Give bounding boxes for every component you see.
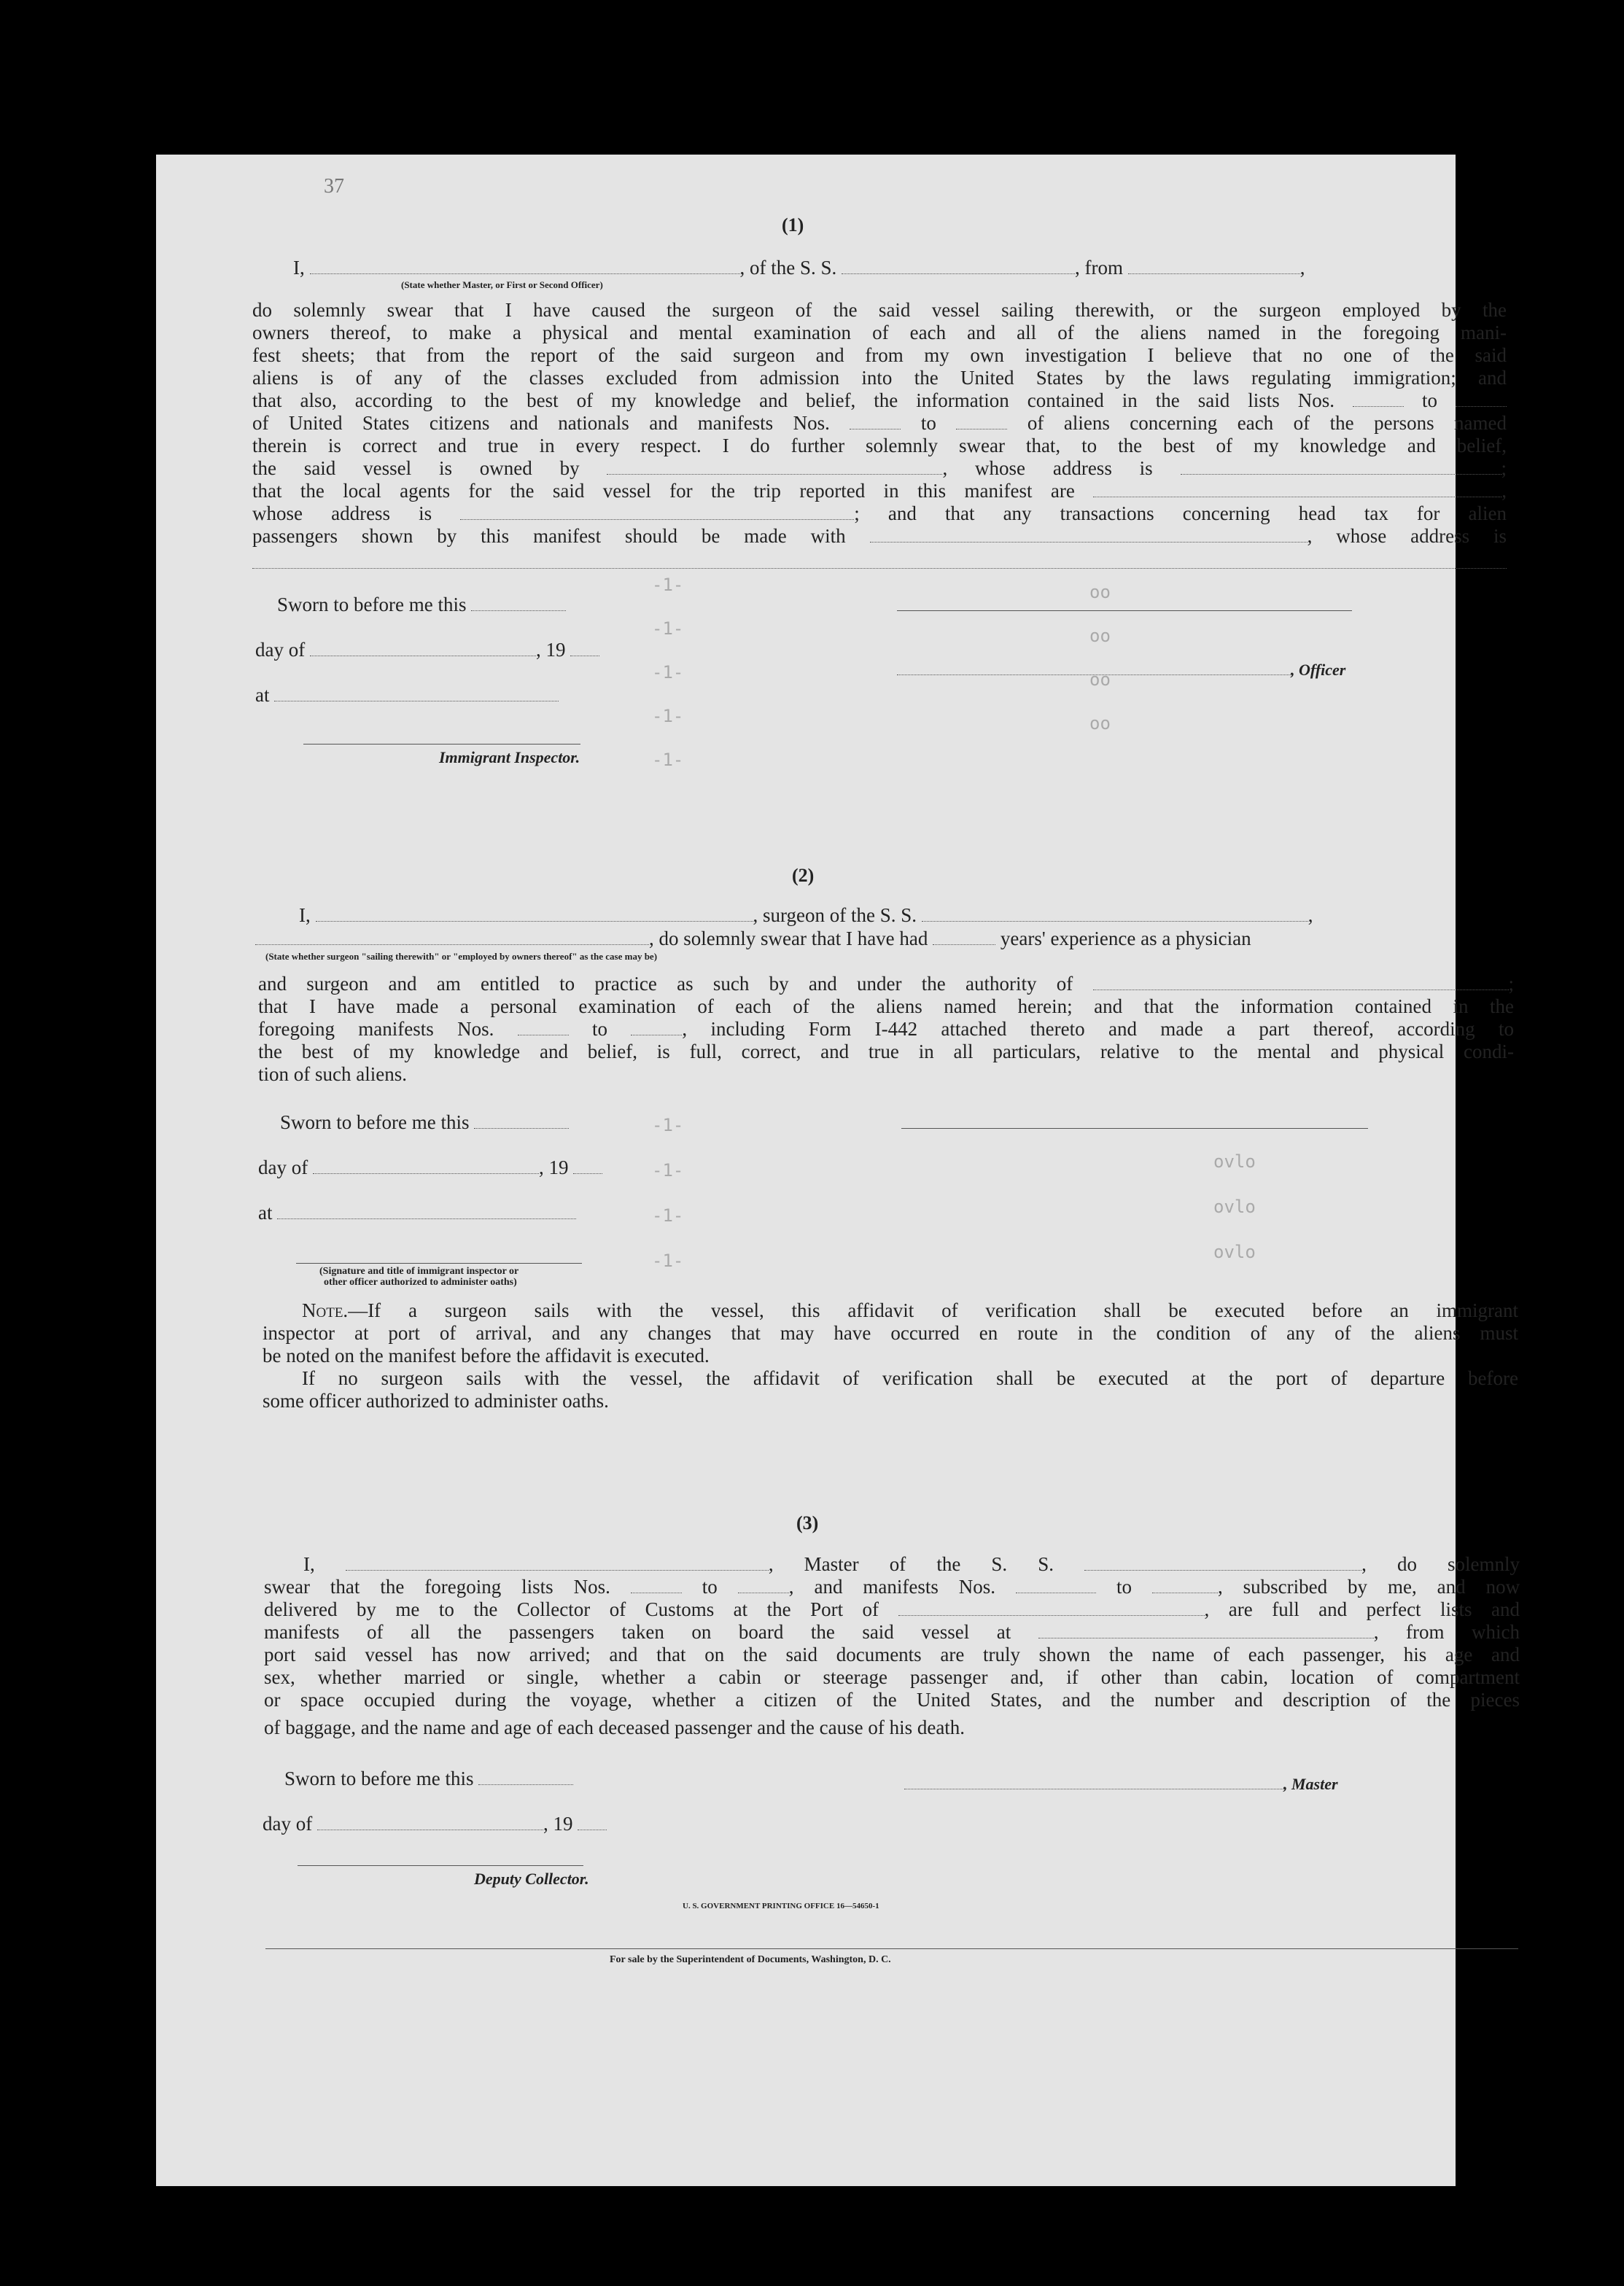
bleed-through-marks: oo oo oo oo bbox=[1089, 582, 1111, 734]
footer-sales-note: For sale by the Superintendent of Documents, Washington, D. C. bbox=[610, 1954, 891, 1965]
departure-port-field[interactable] bbox=[1038, 1623, 1374, 1638]
officer-signature-line[interactable] bbox=[897, 610, 1352, 611]
oath-officer-note: (Signature and title of immigrant inspector or other officer authorized to administer oaths) bbox=[319, 1266, 519, 1288]
collector-label: Deputy Collector. bbox=[474, 1870, 589, 1888]
master-lists-from-field[interactable] bbox=[631, 1578, 682, 1593]
surgeon-status-note: (State whether surgeon "sailing therewith" or "employed by owners thereof" as the case may be) bbox=[265, 951, 658, 962]
oath-officer-signature-line[interactable] bbox=[296, 1263, 582, 1264]
sworn-date-field[interactable] bbox=[471, 596, 566, 611]
surgeon-day-month-field[interactable] bbox=[313, 1159, 539, 1174]
master-signature-row: , Master bbox=[904, 1772, 1338, 1795]
printing-office-imprint: U. S. GOVERNMENT PRINTING OFFICE 16—54650-1 bbox=[683, 1902, 879, 1910]
lists-to-field[interactable] bbox=[1456, 392, 1507, 407]
section-2-number: (2) bbox=[792, 865, 815, 886]
authority-field[interactable] bbox=[1093, 975, 1509, 990]
master-day-month-field[interactable] bbox=[317, 1815, 543, 1830]
collector-signature-line[interactable] bbox=[298, 1865, 583, 1866]
bleed-through-marks: -1- -1- -1- -1- bbox=[652, 1115, 684, 1271]
master-vessel-field[interactable] bbox=[1084, 1555, 1361, 1571]
officer-title-note: (State whether Master, or First or Second Officer) bbox=[401, 279, 603, 290]
manifest-page bbox=[156, 155, 1520, 2186]
section-2-second-line: , do solemnly swear that I have had years' experience as a physician bbox=[255, 928, 1251, 950]
page-number: 37 bbox=[324, 175, 344, 198]
footer-rule bbox=[265, 1948, 1518, 1949]
vessel-name-field[interactable] bbox=[842, 259, 1075, 274]
surgeon-signature-line[interactable] bbox=[901, 1128, 1368, 1129]
master-sworn-date-field[interactable] bbox=[478, 1770, 573, 1785]
year-field[interactable] bbox=[570, 641, 599, 656]
officer-title-field[interactable] bbox=[310, 259, 740, 274]
agents-address-field[interactable] bbox=[460, 505, 854, 520]
section-3-oath-text: I, , Master of the S. S. , do solemnly swear that the foregoing lists Nos. to , and manifests Nos. to , subscribed by me, and now delivered by me to the Collector of Customs at the Port of , are full and perfect lists and manifests of all the passengers taken on board the said vessel at , from which port said vessel has now arrived; and that on the said documents are truly shown the name of each passenger, his age and sex, whether married or single, whether a cabin or steerage passenger and, if other than cabin, location of compartment or space occupied during the voyage, whether a citizen of the United States, and the number and description of the pieces bbox=[264, 1553, 1520, 1711]
section-2-last-line: tion of such aliens. bbox=[258, 1063, 407, 1085]
note-block: Note.—If a surgeon sails with the vessel, this affidavit of verification shall be executed before an immigrant inspector at port of arrival, and any changes that may have occurred en route in the condition of any of the aliens must be noted on the manifest before the affidavit is executed. If no surgeon sails with the vessel, the affidavit of verification shall be executed at the port of departure before some officer authorized to administer oaths. bbox=[263, 1299, 1518, 1412]
section-1-oath-text: do solemnly swear that I have caused the surgeon of the said vessel sailing therewith, or the surgeon employed by the owners thereof, to make a physical and mental examination of each and all of the aliens named in the foregoing mani- fest sheets; that from the report of the said surgeon and from my own investigation I believe that no one of the said aliens is of any of the classes excluded from admission into the United States by the laws regulating immigration; and that also, according to the best of my knowledge and belief, the information contained in the said lists Nos. to of United States citizens and nationals and manifests Nos. to of aliens concerning each of the persons named therein is correct and true in every respect. I do further solemnly swear that, to the best of my knowledge and belief, the said vessel is owned by , whose address is ; that the local agents for the said vessel for the trip reported in this manifest are , whose address is ; and that any transactions concerning head tax for alien passengers shown by this manifest should be made with , whose address is bbox=[252, 299, 1507, 547]
master-signature-field[interactable] bbox=[904, 1774, 1283, 1789]
head-tax-party-field[interactable] bbox=[870, 527, 1308, 543]
manifests-to-field[interactable] bbox=[956, 414, 1007, 429]
section-3-sworn: Sworn to before me this bbox=[284, 1768, 573, 1790]
place-field[interactable] bbox=[274, 686, 559, 701]
master-lists-to-field[interactable] bbox=[738, 1578, 789, 1593]
section-1-at: at bbox=[255, 684, 559, 707]
surgeon-manifests-from-field[interactable] bbox=[518, 1020, 569, 1035]
section-2-oath-text: and surgeon and am entitled to practice as such by and under the authority of ; that I have made a personal examination of each of the aliens named herein; and that the information contained in the foregoing manifests Nos. to , including Form I-442 attached thereto and made a part thereof, according to the best of my knowledge and belief, is full, correct, and true in all particulars, relative to the mental and physical condi- bbox=[258, 973, 1515, 1062]
master-year-field[interactable] bbox=[578, 1815, 607, 1830]
section-2-day: day of , 19 bbox=[258, 1156, 602, 1179]
master-name-field[interactable] bbox=[346, 1555, 769, 1571]
surgeon-place-field[interactable] bbox=[277, 1204, 576, 1219]
section-1-first-line: I, , of the S. S. , from , bbox=[293, 257, 1305, 279]
surgeon-year-field[interactable] bbox=[573, 1159, 602, 1174]
surgeon-vessel-field[interactable] bbox=[922, 906, 1308, 922]
surgeon-status-field[interactable] bbox=[255, 930, 649, 945]
surgeon-sworn-date-field[interactable] bbox=[474, 1113, 569, 1129]
note-label: Note. bbox=[302, 1299, 349, 1321]
section-1-sworn: Sworn to before me this bbox=[277, 594, 566, 616]
inspector-label: Immigrant Inspector. bbox=[439, 748, 580, 766]
section-3-last-line: of baggage, and the name and age of each deceased passenger and the cause of his death. bbox=[264, 1717, 966, 1738]
from-port-field[interactable] bbox=[1128, 259, 1300, 274]
officer-signature-row: , Officer bbox=[897, 658, 1345, 681]
bleed-through-marks: ovlo ovlo ovlo bbox=[1213, 1151, 1256, 1262]
surgeon-manifests-to-field[interactable] bbox=[631, 1020, 682, 1035]
section-3-day: day of , 19 bbox=[263, 1813, 607, 1835]
master-manifests-from-field[interactable] bbox=[1016, 1578, 1096, 1593]
bleed-through-marks: -1- -1- -1- -1- -1- bbox=[652, 575, 684, 770]
owner-address-field[interactable] bbox=[1181, 459, 1501, 475]
officer-name-field[interactable] bbox=[897, 660, 1291, 675]
section-2-sworn: Sworn to before me this bbox=[280, 1111, 569, 1134]
manifests-from-field[interactable] bbox=[850, 414, 901, 429]
section-3-number: (3) bbox=[796, 1512, 819, 1533]
port-field[interactable] bbox=[898, 1601, 1205, 1616]
owner-field[interactable] bbox=[607, 459, 942, 475]
section-2-at: at bbox=[258, 1202, 576, 1224]
surgeon-name-field[interactable] bbox=[316, 906, 753, 922]
years-experience-field[interactable] bbox=[933, 930, 995, 945]
day-month-field[interactable] bbox=[310, 641, 536, 656]
section-1-number: (1) bbox=[782, 214, 804, 236]
address-continuation-line[interactable] bbox=[252, 568, 1507, 569]
master-manifests-to-field[interactable] bbox=[1152, 1578, 1218, 1593]
section-1-day: day of , 19 bbox=[255, 639, 599, 661]
lists-from-field[interactable] bbox=[1353, 392, 1404, 407]
local-agents-field[interactable] bbox=[1093, 482, 1501, 497]
section-2-first-line: I, , surgeon of the S. S. , bbox=[299, 904, 1313, 926]
